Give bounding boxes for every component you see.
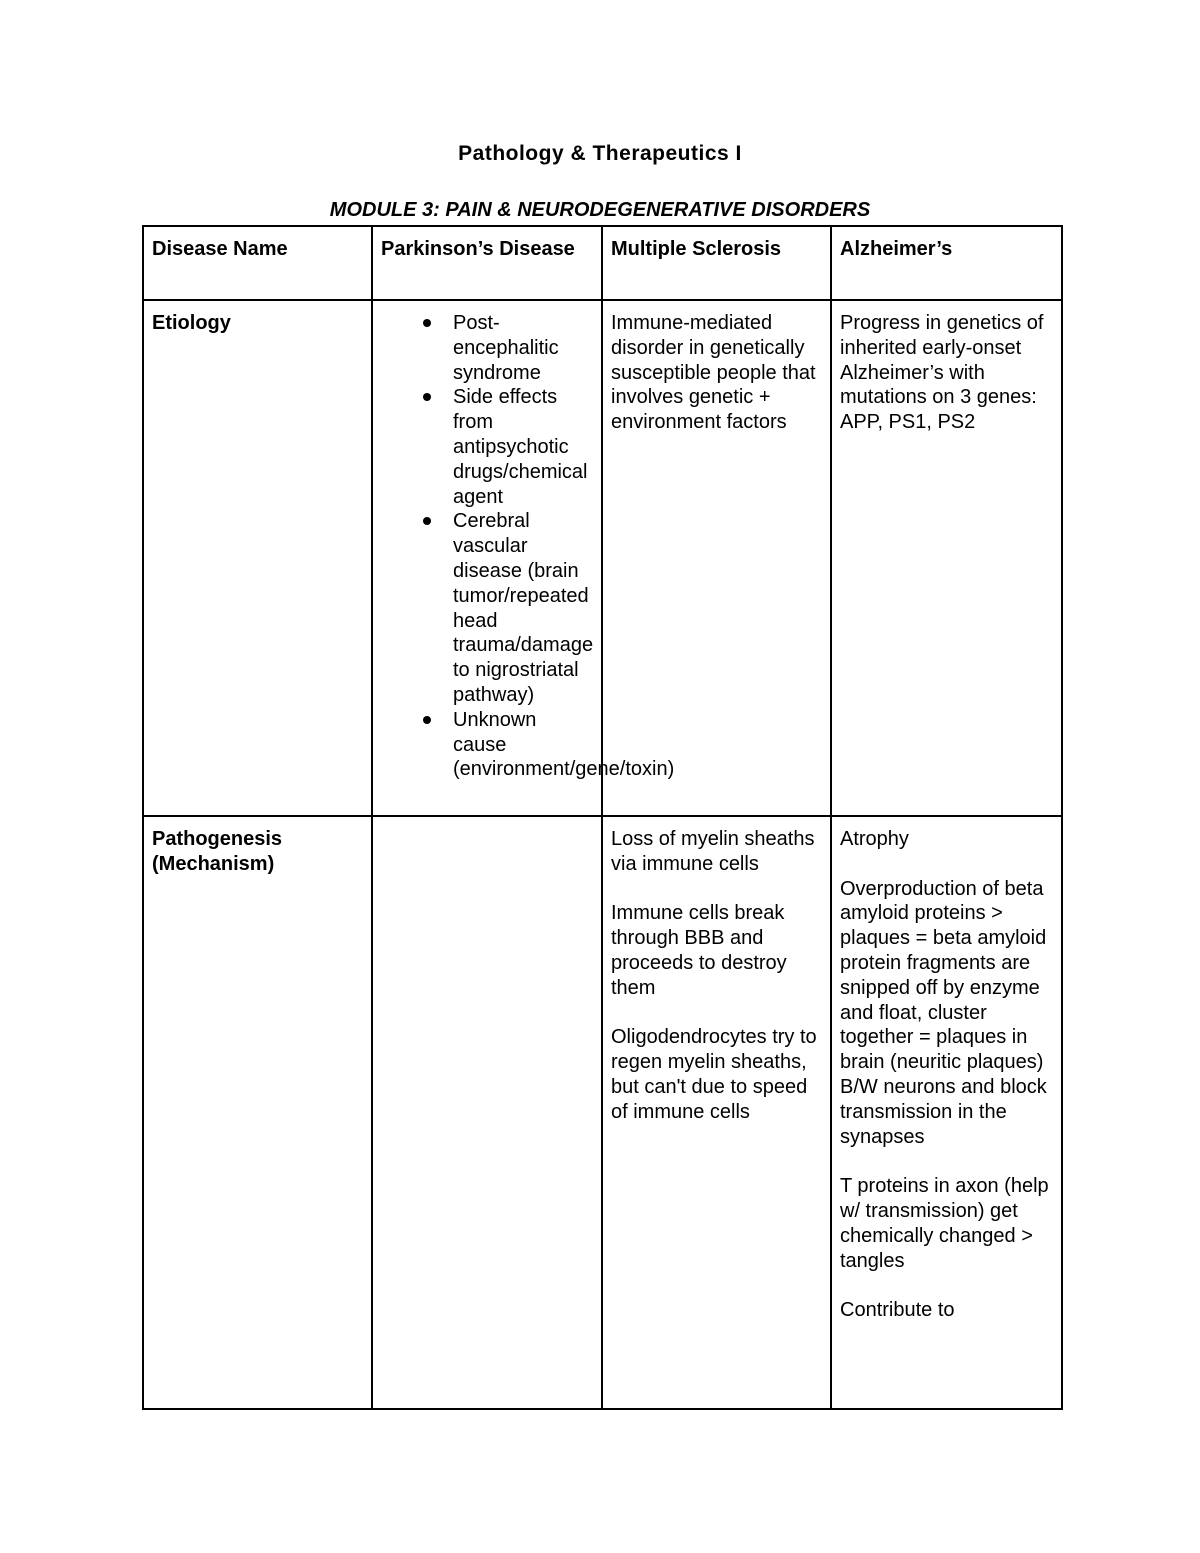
etiology-ms: Immune-mediated disorder in genetically susceptible people that involves genetic + environment factors <box>602 300 831 816</box>
header-disease-name: Disease Name <box>143 226 372 300</box>
paragraph: Overproduction of beta amyloid proteins > plaques = beta amyloid protein fragments are snipped off by enzyme and float, cluster together = plaques in brain (neuritic plaques) B/W neurons and block transmission in the synapses <box>840 877 1047 1148</box>
etiology-label: Etiology <box>143 300 372 816</box>
etiology-row <box>143 300 1062 816</box>
disease-table <box>142 225 1063 1410</box>
header-multiple-sclerosis: Multiple Sclerosis <box>602 226 831 300</box>
list-item: Post-encephalitic syndrome <box>453 311 593 385</box>
list-item: Unknown cause (environment/gene/toxin) <box>453 708 675 781</box>
etiology-parkinsons <box>372 300 675 816</box>
paragraph: Oligodendrocytes try to regen myelin sheaths, but can't due to speed of immune cells <box>611 1026 817 1123</box>
pathogenesis-parkinsons <box>372 816 602 1409</box>
pathogenesis-label: Pathogenesis (Mechanism) <box>143 816 372 1409</box>
pathogenesis-alzheimers <box>831 816 1062 1409</box>
pathogenesis-ms <box>602 816 831 1409</box>
paragraph: Loss of myelin sheaths via immune cells <box>611 828 815 875</box>
paragraph: T proteins in axon (help w/ transmission) get chemically changed > tangles <box>840 1175 1049 1272</box>
paragraph: Atrophy <box>840 828 909 850</box>
list-item: Side effects from antipsychotic drugs/chemical agent <box>453 385 593 509</box>
header-alzheimers: Alzheimer’s <box>831 226 1062 300</box>
pathogenesis-row <box>143 816 1062 1409</box>
paragraph: Immune cells break through BBB and proceeds to destroy them <box>611 902 787 999</box>
header-parkinsons: Parkinson’s Disease <box>372 226 602 300</box>
etiology-parkinsons-list <box>381 311 675 782</box>
header-row <box>143 226 1062 300</box>
paragraph: Contribute to <box>840 1299 955 1322</box>
list-item: Cerebral vascular disease (brain tumor/repeated head trauma/damage to nigrostriatal pathway) <box>453 510 594 706</box>
document-title: Pathology & Therapeutics I <box>458 142 742 165</box>
module-heading: MODULE 3: PAIN & NEURODEGENERATIVE DISORDERS <box>329 199 871 221</box>
etiology-alzheimers: Progress in genetics of inherited early-onset Alzheimer’s with mutations on 3 genes: APP, PS1, PS2 <box>831 300 1062 816</box>
